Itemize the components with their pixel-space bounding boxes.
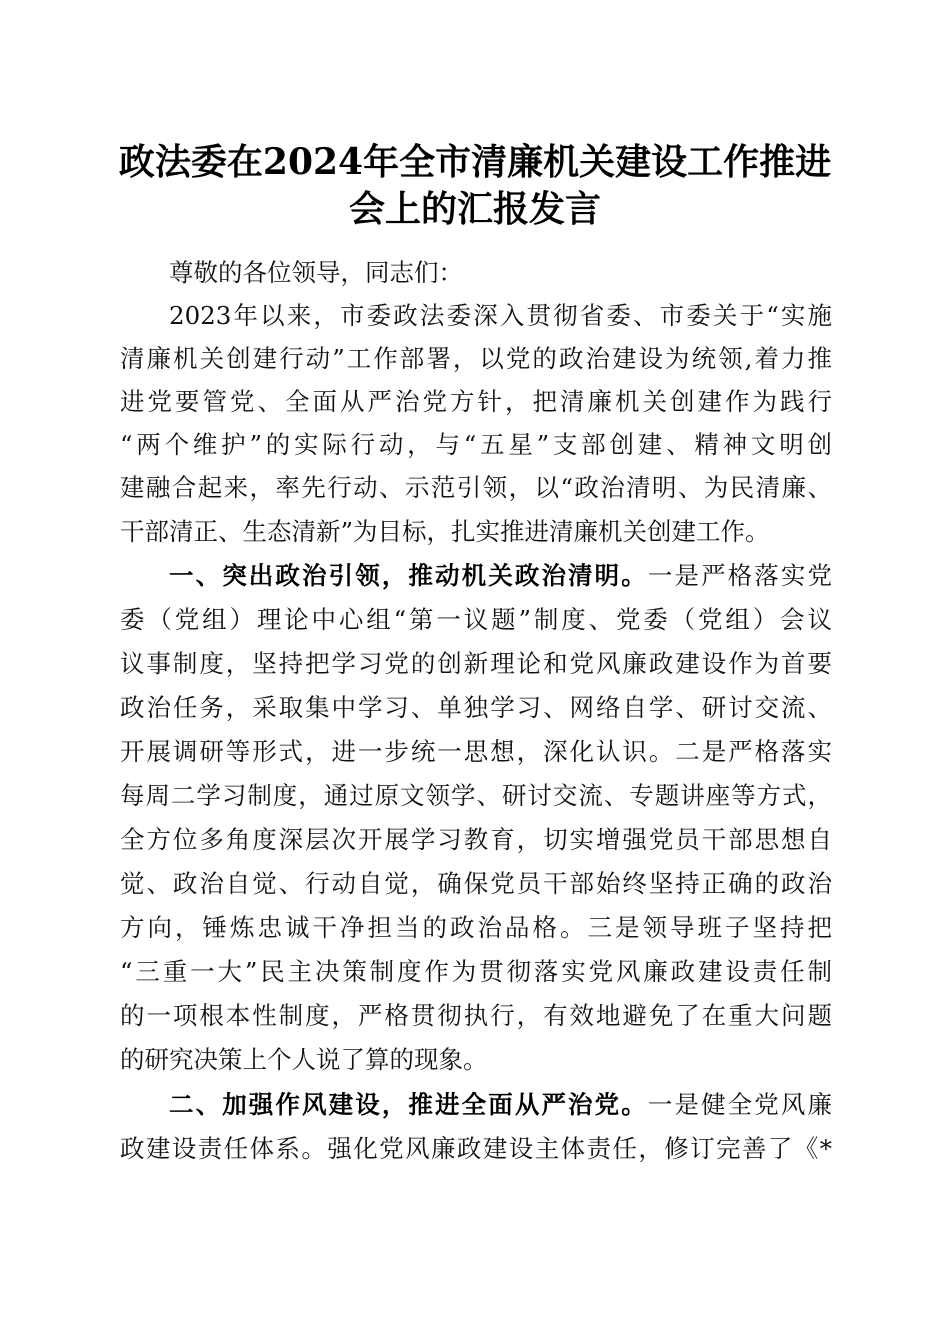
- intro-line: 清廉机关创建行动”工作部署，以党的政治建设为统领,着力推: [120, 344, 832, 373]
- section-1-line: 的一项根本性制度，严格贯彻执行，有效地避免了在重大问题: [120, 1001, 832, 1030]
- document-title-line-2: 会上的汇报发言: [348, 188, 601, 230]
- section-1-line: 觉、政治自觉、行动自觉，确保党员干部始终坚持正确的政治: [120, 869, 832, 898]
- section-1-heading: 一、突出政治引领，推动机关政治清明。: [169, 561, 648, 590]
- intro-line: 进党要管党、全面从严治党方针，把清廉机关创建作为践行: [120, 387, 832, 416]
- section-1-first-line-text: 一是严格落实党: [647, 561, 832, 590]
- section-2-heading: 二、加强作风建设，推进全面从严治党。: [169, 1090, 648, 1119]
- intro-line: 建融合起来，率先行动、示范引领，以“政治清明、为民清廉、: [120, 473, 832, 502]
- section-1-first-line: [169, 560, 832, 592]
- intro-line: “两个维护”的实际行动，与“五星”支部创建、精神文明创: [120, 430, 832, 459]
- section-2-first-line-text: 一是健全党风廉: [647, 1090, 832, 1119]
- section-1-line: 方向，锤炼忠诚干净担当的政治品格。三是领导班子坚持把: [120, 913, 832, 942]
- section-1-line: 每周二学习制度，通过原文领学、研讨交流、专题讲座等方式，: [120, 781, 832, 810]
- section-2-first-line: [169, 1089, 832, 1121]
- section-1-line: 开展调研等形式，进一步统一思想，深化认识。二是严格落实: [120, 737, 832, 766]
- section-1-line: 政治任务，采取集中学习、单独学习、网络自学、研讨交流、: [120, 693, 832, 722]
- intro-line: 2023年以来，市委政法委深入贯彻省委、市委关于“实施: [169, 301, 832, 330]
- section-1-line: “三重一大”民主决策制度作为贯彻落实党风廉政建设责任制: [120, 957, 832, 986]
- salutation: 尊敬的各位领导，同志们：: [169, 258, 463, 287]
- section-1-line: 全方位多角度深层次开展学习教育，切实增强党员干部思想自: [120, 825, 832, 854]
- section-1-line: 议事制度，坚持把学习党的创新理论和党风廉政建设作为首要: [120, 649, 832, 678]
- document-title-line-1: 政法委在2024年全市清廉机关建设工作推进: [118, 141, 832, 183]
- section-1-line: 的研究决策上个人说了算的现象。: [120, 1045, 488, 1074]
- section-1-line: 委（党组）理论中心组“第一议题”制度、党委（党组）会议: [120, 605, 832, 634]
- intro-line: 干部清正、生态清新”为目标，扎实推进清廉机关创建工作。: [120, 517, 770, 546]
- section-2-line: 政建设责任体系。强化党风廉政建设主体责任，修订完善了《*: [120, 1134, 832, 1163]
